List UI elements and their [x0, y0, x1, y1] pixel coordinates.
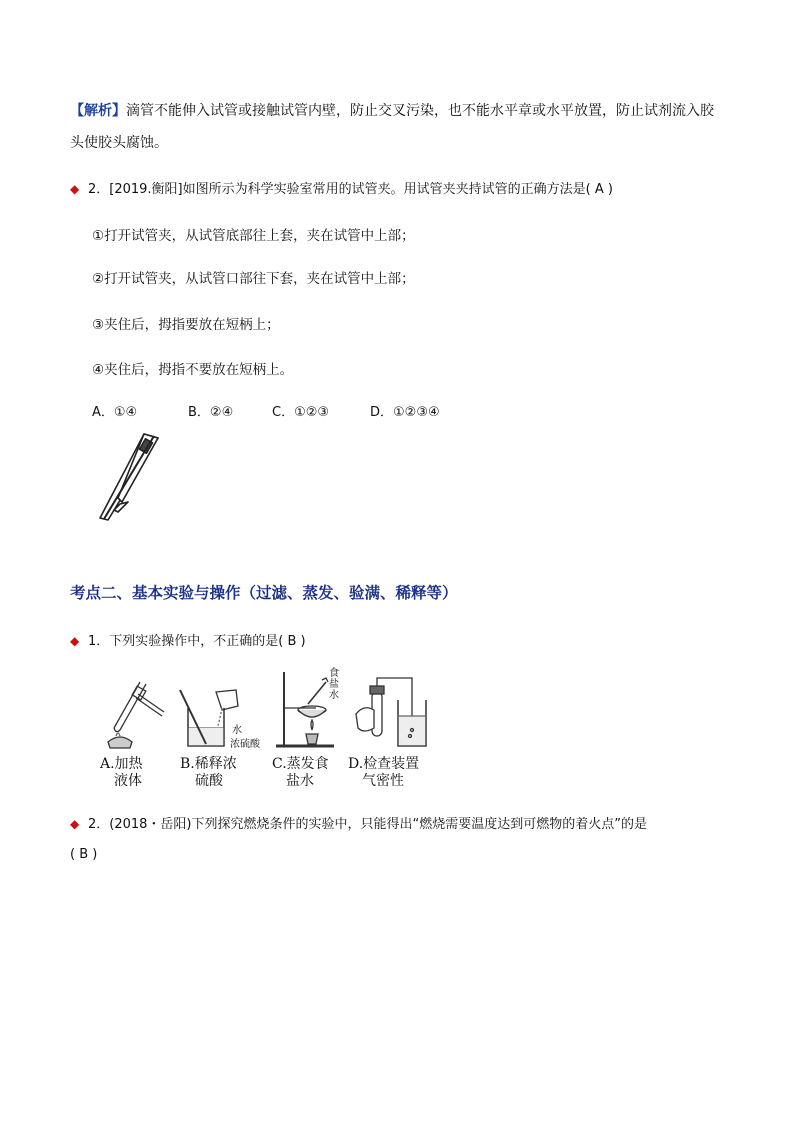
choice-b: B．②④ [188, 405, 234, 420]
label-concentrated-acid: 浓硫酸 [230, 739, 260, 750]
label-salt-water-2: 盐 [329, 679, 339, 690]
section-title: 考点二、基本实验与操作（过滤、蒸发、验满、稀释等） [70, 584, 458, 602]
question-1-text: 1．下列实验操作中，不正确的是( B ) [88, 634, 306, 649]
choice-c: C．①②③ [272, 405, 330, 420]
analysis-text-1: 滴管不能伸入试管或接触试管内壁，防止交叉污染，也不能水平章或水平放置，防止试剂流入胶 [126, 103, 714, 119]
figure-c-label-2: 盐水 [286, 773, 314, 789]
figure-c-label-1: C.蒸发食 [272, 756, 329, 772]
figure-a-label-1: A.加热 [100, 756, 143, 772]
question-2-choices [92, 401, 440, 420]
choice-a: A．①④ [92, 405, 138, 420]
choice-d: D．①②③④ [370, 405, 440, 420]
figure-d-label-2: 气密性 [362, 773, 404, 789]
question-combustion-stem [70, 814, 647, 835]
question-2-stem [70, 179, 613, 200]
figure-a-label-2: 液体 [114, 773, 142, 789]
label-salt-water-3: 水 [329, 690, 339, 701]
figure-d-label-1: D.检查装置 [348, 756, 420, 772]
figure-airtightness [350, 670, 430, 752]
question-combustion-answer: ( B ) [70, 847, 98, 862]
question-2-option-2: ②打开试管夹，从试管口部往下套，夹在试管中上部； [92, 271, 415, 287]
question-1-stem [70, 631, 306, 652]
diamond-bullet-icon: ◆ [70, 182, 80, 196]
analysis-text-2: 头使胶头腐蚀。 [70, 135, 168, 151]
label-water: 水 [232, 725, 242, 736]
figure-heating-liquid [100, 672, 170, 752]
analysis-line-1 [70, 101, 714, 121]
analysis-tag: 【解析】 [70, 103, 126, 119]
question-2-option-3: ③夹住后，拇指要放在短柄上； [92, 317, 280, 333]
label-salt-water-1: 食 [329, 668, 339, 679]
question-2-text: 2．[2019.衡阳]如图所示为科学实验室常用的试管夹。用试管夹夹持试管的正确方法是( A ) [88, 182, 613, 197]
figure-b-label-2: 硫酸 [195, 773, 223, 789]
question-combustion-text: 2．(2018・岳阳)下列探究燃烧条件的实验中，只能得出“燃烧需要温度达到可燃物的着火点”的是 [88, 817, 647, 832]
test-tube-holder-figure [96, 428, 176, 528]
diamond-bullet-icon: ◆ [70, 817, 80, 831]
label-salt-water [329, 668, 339, 701]
figure-b-label-1: B.稀释浓 [180, 756, 237, 772]
diamond-bullet-icon: ◆ [70, 634, 80, 648]
question-2-option-1: ①打开试管夹，从试管底部往上套，夹在试管中上部； [92, 228, 415, 244]
question-2-option-4: ④夹住后，拇指不要放在短柄上。 [92, 362, 294, 378]
